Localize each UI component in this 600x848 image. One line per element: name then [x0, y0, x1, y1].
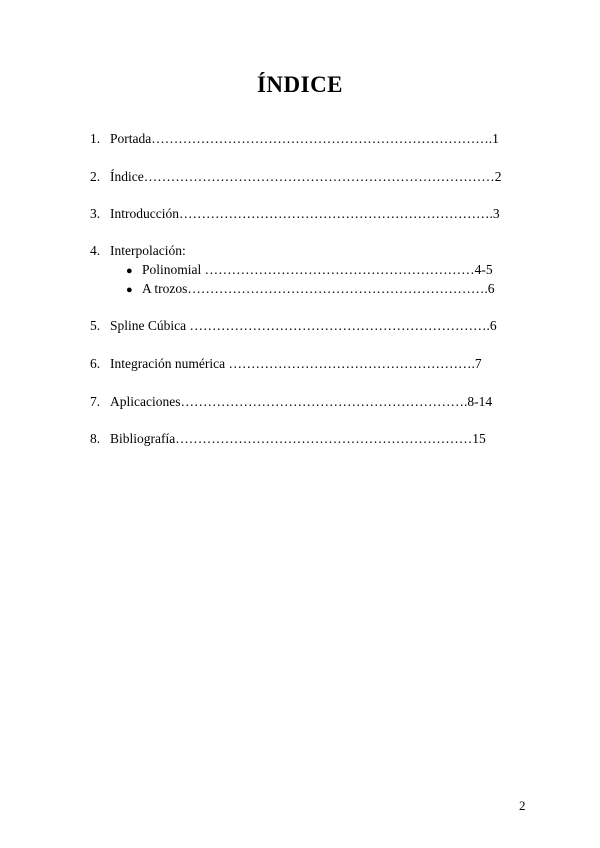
toc-entry-text: Portada………………………………………………………………….1 [110, 131, 499, 146]
toc-entry-text: Interpolación: [110, 243, 186, 258]
toc-entry-text: Aplicaciones……………………………………………………….8-14 [110, 394, 493, 409]
toc-subentry-a-trozos [126, 280, 495, 299]
toc-subentry-polinomial [126, 261, 493, 280]
bullet-icon: ● [126, 284, 133, 296]
toc-entry-text: Bibliografía…………………………………………………………15 [110, 431, 486, 446]
toc-subentry-text: Polinomial ……………………………………………………4-5 [142, 262, 493, 277]
bullet-icon: ● [126, 265, 133, 277]
toc-entry-text: Introducción…………………………………………………………….3 [110, 206, 500, 221]
toc-entry-introduccion [90, 205, 500, 223]
toc-entry-interpolacion [90, 242, 186, 260]
toc-entry-text: Integración numérica ……………………………………………….7 [110, 356, 482, 371]
toc-entry-number: 5. [90, 318, 101, 333]
page-title: ÍNDICE [256, 72, 344, 97]
toc-entry-number: 7. [90, 394, 101, 409]
toc-entry-number: 2. [90, 169, 101, 184]
toc-entry-aplicaciones [90, 393, 492, 411]
toc-subentry-text: A trozos………………………………………………………….6 [142, 281, 495, 296]
toc-entry-portada [90, 130, 499, 148]
toc-entry-integracion-numerica [90, 355, 482, 373]
toc-entry-number: 1. [90, 131, 101, 146]
toc-entry-number: 4. [90, 243, 101, 258]
toc-entry-spline-cubica [90, 317, 497, 335]
toc-entry-number: 6. [90, 356, 101, 371]
toc-entry-number: 3. [90, 206, 101, 221]
toc-entry-indice [90, 168, 501, 186]
toc-entry-bibliografia [90, 430, 486, 448]
toc-entry-text: Spline Cúbica ………………………………………………………….6 [110, 318, 497, 333]
toc-entry-number: 8. [90, 431, 101, 446]
page-number: 2 [519, 798, 526, 813]
toc-entry-text: Índice……………………………………………………………………2 [110, 169, 502, 184]
